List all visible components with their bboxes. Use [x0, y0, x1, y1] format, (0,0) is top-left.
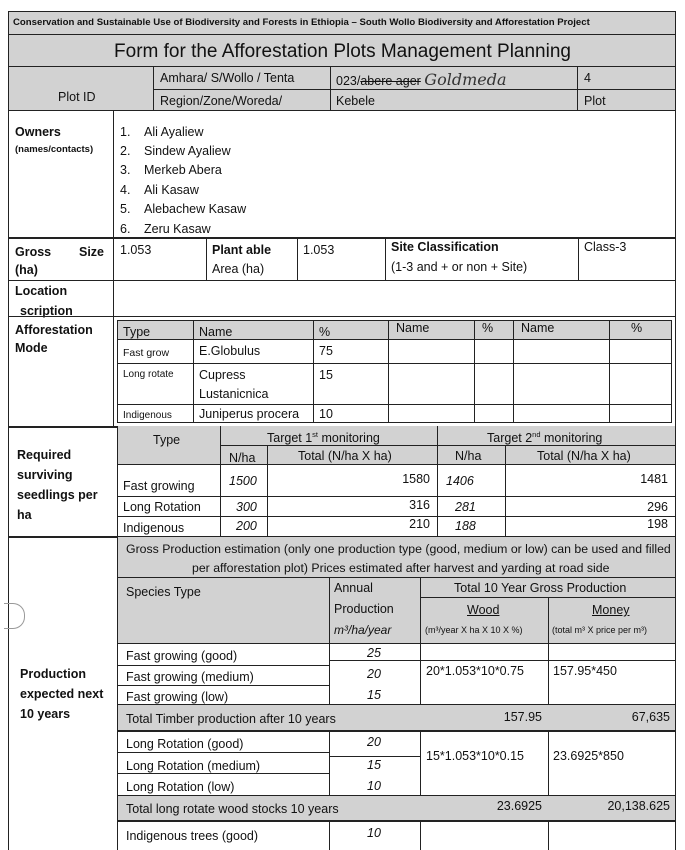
seedlings-label-4: ha	[17, 508, 32, 522]
production-label: Production	[20, 667, 86, 681]
seed-header-total-2: Total (N/ha X ha)	[537, 449, 631, 463]
aff-name-long-2: Lustanicnica	[199, 387, 269, 401]
owner-number: 2.	[120, 144, 131, 158]
aff-type-fast: Fast grow	[123, 347, 170, 359]
production-label-2: expected next	[20, 687, 104, 701]
annual-header-2: Production	[334, 602, 394, 616]
aff-header-name: Name	[199, 325, 233, 339]
plantable-sublabel: Area (ha)	[212, 262, 265, 276]
kebele-struck-text: abere ager	[360, 74, 421, 88]
owner-name: Ali Ayaliew	[144, 125, 204, 139]
long-low-value: 10	[367, 779, 381, 793]
aff-name-long: Cupress	[199, 368, 246, 382]
owner-name: Sindew Ayaliew	[144, 144, 231, 158]
fast-medium-wood: 20*1.053*10*0.75	[426, 664, 525, 678]
plantable-label: Plant able	[212, 243, 272, 257]
region-label: Region/Zone/Woreda/	[160, 94, 283, 108]
production-note: Gross Production estimation (only one production type (good, medium or low) can be used and filled	[126, 542, 671, 556]
seedlings-label: Required	[17, 448, 72, 462]
aff-header-pct: %	[319, 325, 331, 339]
gross-label-unit: (ha)	[15, 263, 38, 277]
long-medium-value: 15	[367, 758, 381, 772]
seed-t2-indig: 198	[647, 517, 668, 531]
long-medium-label: Long Rotation (medium)	[126, 759, 261, 773]
region-value: Amhara/ S/Wollo / Tenta	[160, 71, 295, 85]
seed-type-indig: Indigenous	[123, 521, 185, 535]
owner-number: 4.	[120, 183, 131, 197]
long-good-label: Long Rotation (good)	[126, 737, 244, 751]
money-header-formula: (total m³ X price per m³)	[552, 625, 648, 635]
seed-n2-long: 281	[455, 500, 476, 514]
form-title: Form for the Afforestation Plots Management Planning	[114, 41, 571, 62]
long-low-label: Long Rotation (low)	[126, 780, 235, 794]
aff-header-name-3: Name	[521, 321, 555, 335]
aff-header-pct-2: %	[482, 321, 494, 335]
site-class-value: Class-3	[584, 240, 627, 254]
owner-name: Merkeb Abera	[144, 163, 222, 177]
aff-pct-indig: 10	[319, 407, 333, 421]
fast-low-value: 15	[367, 688, 381, 702]
owner-number: 6.	[120, 222, 131, 236]
species-type-header: Species Type	[126, 585, 201, 599]
plot-id-label: Plot ID	[58, 90, 96, 104]
binder-hole-mark	[4, 603, 25, 629]
gross-label: Gross	[15, 245, 52, 259]
seed-header-total-1: Total (N/ha X ha)	[298, 449, 392, 463]
seed-n1-fast: 1500	[229, 474, 257, 488]
seed-n2-indig: 188	[455, 519, 476, 533]
owners-sublabel: (names/contacts)	[15, 144, 94, 155]
location-label: Location	[15, 284, 68, 298]
indig-good-value: 10	[367, 826, 381, 840]
long-total-wood: 23.6925	[496, 799, 542, 813]
long-total-label: Total long rotate wood stocks 10 years	[126, 802, 339, 816]
fast-total-wood: 157.95	[503, 710, 542, 724]
kebele-prefix: 023/	[336, 74, 361, 88]
seed-t1-indig: 210	[409, 517, 430, 531]
gross-size-value: 1.053	[120, 243, 152, 257]
seed-header-target2: Target 2nd monitoring	[487, 430, 603, 446]
afforestation-label-mode: Mode	[15, 341, 48, 355]
owner-number: 5.	[120, 202, 131, 216]
fast-medium-money: 157.95*450	[553, 664, 617, 678]
owner-name: Alebachew Kasaw	[144, 202, 247, 216]
production-note-2: per afforestation plot) Prices estimated after harvest and yarding at road side	[192, 561, 610, 575]
owner-number: 1.	[120, 125, 131, 139]
wood-header-formula: (m³/year X ha X 10 X %)	[425, 625, 523, 635]
seed-n1-long: 300	[236, 500, 257, 514]
aff-pct-long: 15	[319, 368, 333, 382]
indig-good-label: Indigenous trees (good)	[126, 829, 259, 843]
fast-good-label: Fast growing (good)	[126, 649, 238, 663]
annual-header: Annual	[334, 581, 373, 595]
total10-header: Total 10 Year Gross Production	[454, 581, 627, 595]
long-total-money: 20,138.625	[607, 799, 670, 813]
project-title: Conservation and Sustainable Use of Biodiversity and Forests in Ethiopia – South Wollo Biodiversity and Afforestation Project	[13, 17, 590, 28]
aff-pct-fast: 75	[319, 344, 333, 358]
seed-header-nha-2: N/ha	[455, 449, 482, 463]
aff-type-indig: Indigenous	[123, 410, 172, 421]
seed-t1-long: 316	[409, 498, 430, 512]
seed-type-long: Long Rotation	[123, 500, 201, 514]
fast-low-label: Fast growing (low)	[126, 690, 229, 704]
production-label-3: 10 years	[20, 707, 71, 721]
aff-header-name-2: Name	[396, 321, 430, 335]
long-good-value: 20	[367, 735, 381, 749]
seed-t2-fast: 1481	[640, 472, 668, 486]
aff-header-type: Type	[123, 325, 151, 339]
kebele-handwritten: Goldmeda	[424, 70, 507, 89]
fast-total-money: 67,635	[631, 710, 670, 724]
gross-label-size: Size	[79, 245, 105, 259]
site-class-sublabel: (1-3 and + or non + Site)	[391, 260, 528, 274]
wood-header: Wood	[467, 603, 500, 617]
owner-number: 3.	[120, 163, 131, 177]
seedlings-label-2: surviving	[17, 468, 73, 482]
kebele-label: Kebele	[336, 94, 375, 108]
plantable-value: 1.053	[303, 243, 335, 257]
owners-label: Owners	[15, 125, 61, 139]
aff-header-pct-3: %	[631, 321, 643, 335]
fast-good-value: 25	[367, 646, 381, 660]
kebele-value	[336, 72, 507, 88]
plot-label: Plot	[584, 94, 606, 108]
afforestation-label: Afforestation	[15, 323, 93, 337]
aff-name-fast: E.Globulus	[199, 344, 261, 358]
fast-medium-label: Fast growing (medium)	[126, 670, 254, 684]
seedlings-label-3: seedlings per	[17, 488, 98, 502]
seed-header-target1: Target 1st monitoring	[267, 430, 380, 446]
seed-t1-fast: 1580	[402, 472, 430, 486]
owner-name: Ali Kasaw	[144, 183, 199, 197]
seed-type-fast: Fast growing	[123, 479, 195, 493]
money-header: Money	[592, 603, 630, 617]
location-label-2: scription	[20, 304, 73, 318]
seed-header-nha-1: N/ha	[229, 451, 256, 465]
owner-name: Zeru Kasaw	[144, 222, 211, 236]
aff-type-long: Long rotate	[123, 369, 174, 380]
seed-n1-indig: 200	[236, 519, 257, 533]
seed-t2-long: 296	[647, 500, 668, 514]
fast-total-label: Total Timber production after 10 years	[126, 712, 336, 726]
long-medium-money: 23.6925*850	[553, 749, 624, 763]
fast-medium-value: 20	[367, 667, 381, 681]
seed-n2-fast: 1406	[446, 474, 474, 488]
long-medium-wood: 15*1.053*10*0.15	[426, 749, 525, 763]
plot-value: 4	[584, 71, 591, 85]
aff-name-indig: Juniperus procera	[199, 407, 300, 421]
site-class-label: Site Classification	[391, 240, 499, 254]
annual-header-unit: m³/ha/year	[334, 623, 392, 637]
seed-header-type: Type	[153, 433, 181, 447]
